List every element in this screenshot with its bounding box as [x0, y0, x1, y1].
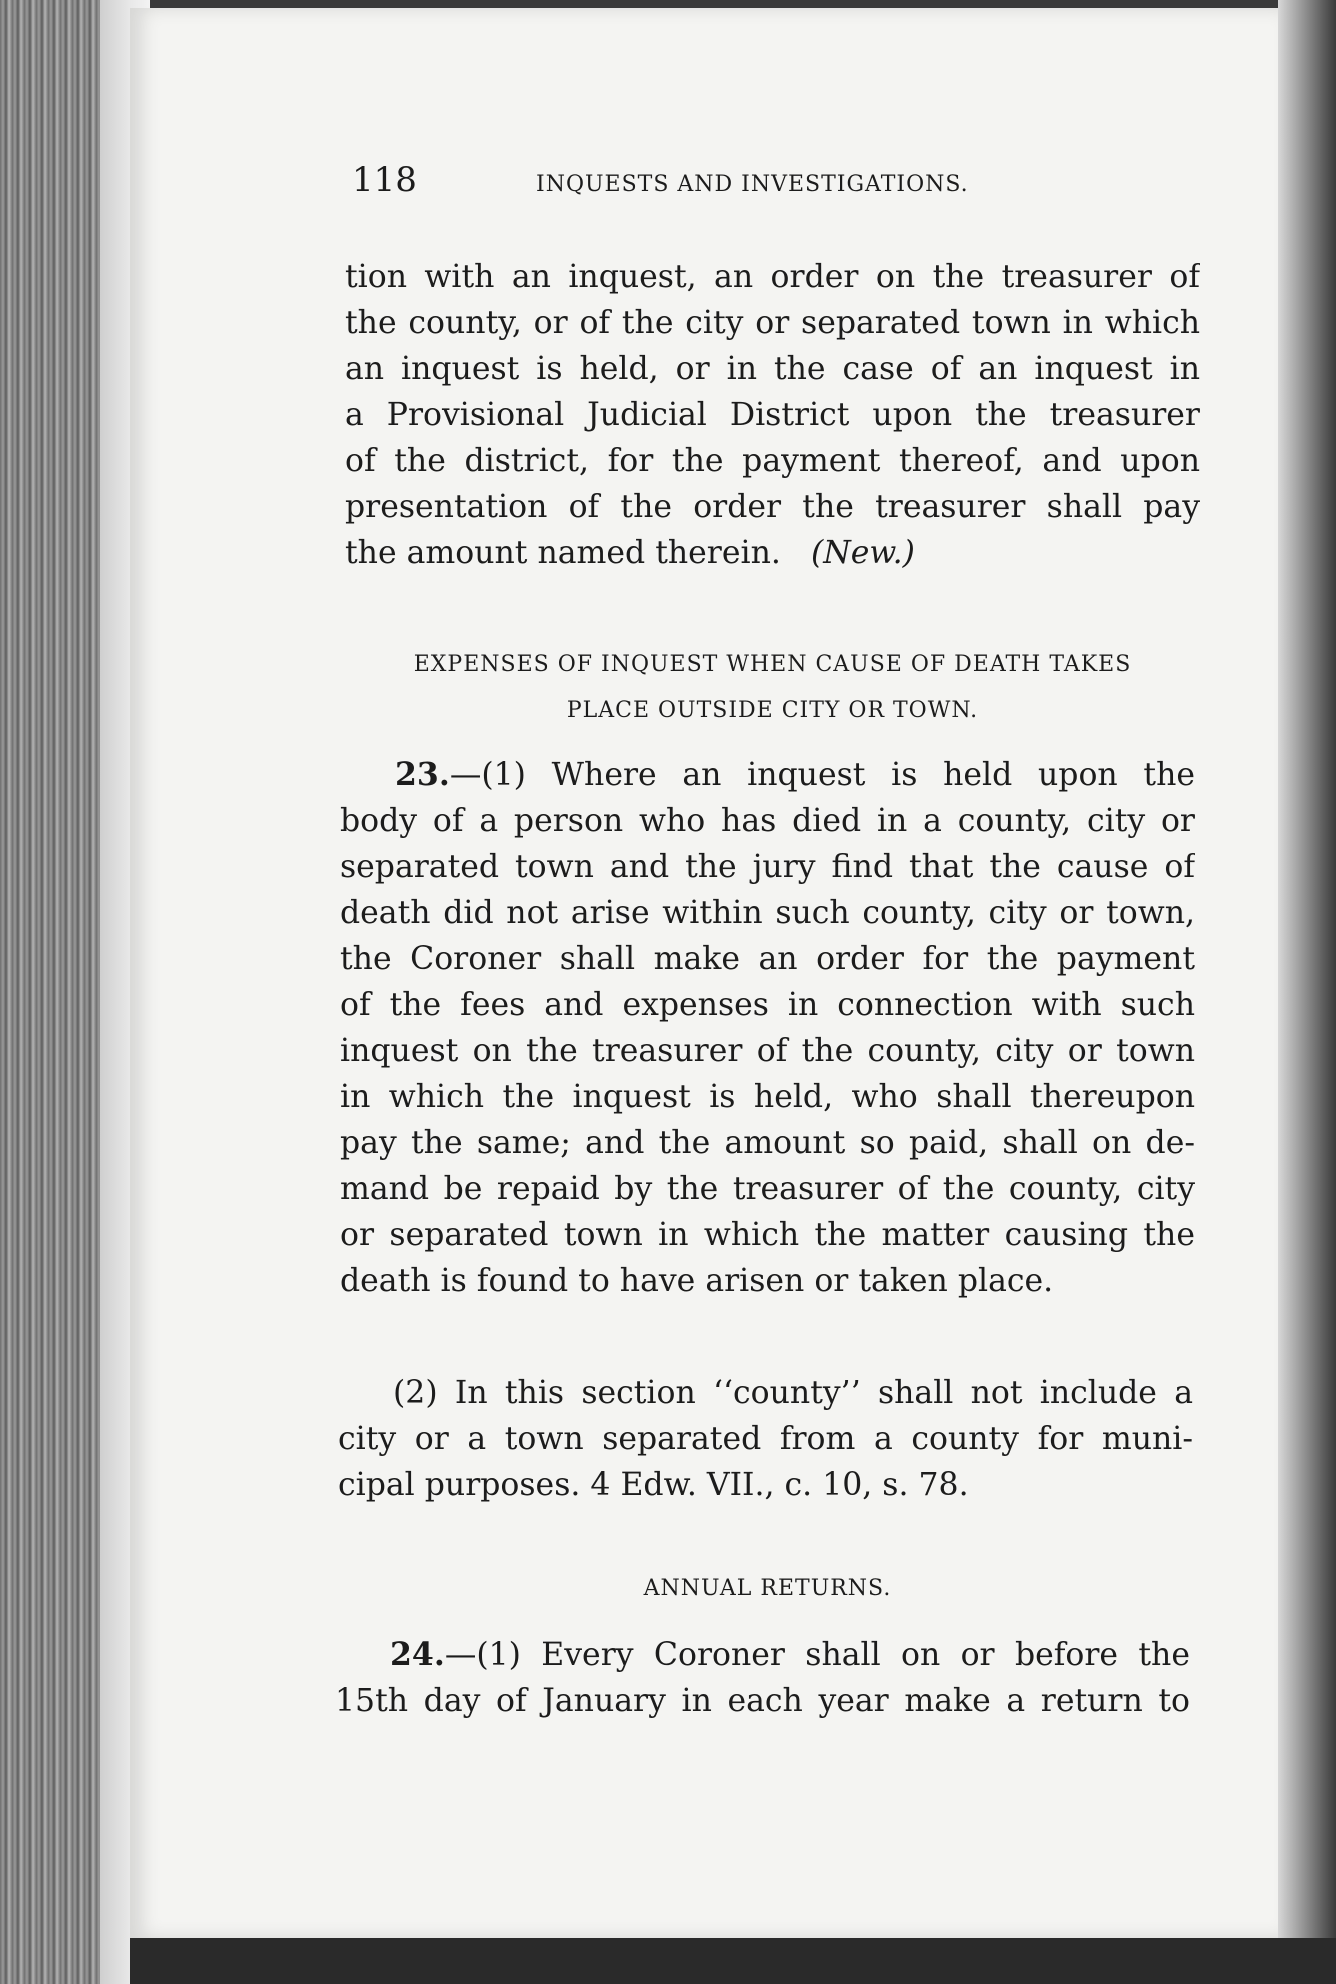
bottom-page-shadow — [130, 1938, 1336, 1984]
heading-line: ANNUAL RETURNS. — [643, 1576, 892, 1601]
source-note: (New.) — [810, 535, 915, 571]
right-page-shadow — [1278, 0, 1336, 1984]
text-line: —(1) Where an inquest is held upon the — [449, 757, 1195, 793]
text-line: an inquest is held, or in the case of an inquest in — [345, 351, 1200, 387]
text-line: presentation of the order the treasurer shall pay — [345, 489, 1200, 525]
running-head: INQUESTS AND INVESTIGATIONS. — [536, 172, 969, 197]
text-line: of the district, for the payment thereof, and upon — [345, 443, 1200, 479]
text-line: inquest on the treasurer of the county, city or town — [340, 1033, 1195, 1069]
heading-line: EXPENSES OF INQUEST WHEN CAUSE OF DEATH TAKES — [413, 652, 1132, 677]
text-line: pay the same; and the amount so paid, shall on de- — [340, 1125, 1195, 1161]
section-23-paragraph — [340, 752, 1195, 1304]
section-first-line — [340, 752, 1195, 798]
text-line: of the fees and expenses in connection with such — [340, 987, 1195, 1023]
section-number: 23. — [395, 756, 450, 793]
heading-line: PLACE OUTSIDE CITY OR TOWN. — [566, 698, 979, 723]
subsection-2-paragraph — [338, 1370, 1193, 1508]
text-line: in which the inquest is held, who shall thereupon — [340, 1079, 1195, 1115]
section-24-paragraph — [335, 1632, 1190, 1724]
text-line: tion with an inquest, an order on the treasurer of — [345, 259, 1200, 295]
section-first-line — [335, 1632, 1190, 1678]
section-number: 24. — [390, 1636, 445, 1673]
text-line: 15th day of January in each year make a return to — [335, 1683, 1190, 1719]
text-line: death did not arise within such county, city or town, — [340, 895, 1195, 931]
text-line: body of a person who has died in a county, city or — [340, 803, 1195, 839]
text-line: a Provisional Judicial District upon the treasurer — [345, 397, 1200, 433]
section-heading — [345, 642, 1200, 734]
continuation-paragraph — [345, 254, 1200, 576]
text-line: city or a town separated from a county for muni- — [338, 1421, 1193, 1457]
text-line: the county, or of the city or separated town in which — [345, 305, 1200, 341]
text-line: (2) In this section ‘‘county’’ shall not include a — [393, 1375, 1193, 1411]
text-line: —(1) Every Coroner shall on or before the — [444, 1637, 1190, 1673]
text-line: separated town and the jury find that the cause of — [340, 849, 1195, 885]
text-line: the amount named therein. — [345, 535, 781, 571]
section-heading — [340, 1566, 1195, 1612]
text-line: death is found to have arisen or taken place. — [340, 1263, 1054, 1299]
text-line-last — [345, 530, 1200, 576]
text-line: the Coroner shall make an order for the payment — [340, 941, 1195, 977]
text-line: cipal purposes. 4 Edw. VII., c. 10, s. 78. — [338, 1467, 969, 1503]
page-number: 118 — [352, 160, 417, 200]
page-header — [352, 160, 1032, 210]
text-line: or separated town in which the matter causing the — [340, 1217, 1195, 1253]
text-line: mand be repaid by the treasurer of the county, city — [340, 1171, 1195, 1207]
